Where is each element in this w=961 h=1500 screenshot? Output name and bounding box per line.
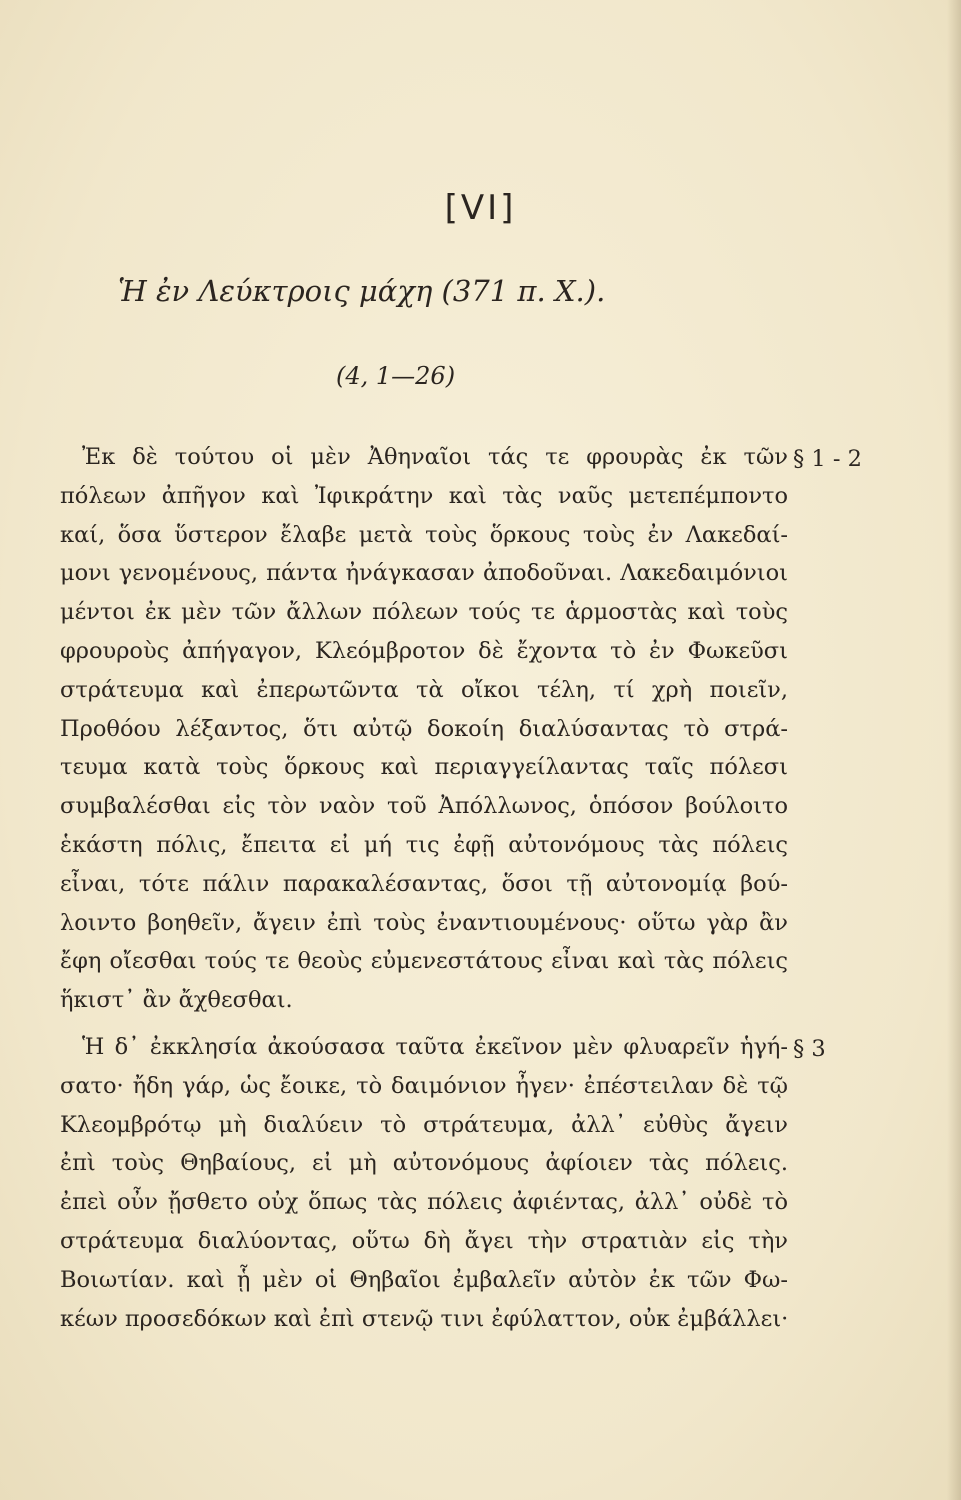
text-line: σατο· ἤδη γάρ, ὡς ἔοικε, τὸ δαιμόνιον ἦγεν· ἐπέστειλαν δὲ τῷ [60,1072,788,1099]
text-line: πόλεων ἀπῆγον καὶ Ἰφικράτην καὶ τὰς ναῦς μετεπέμποντο [60,482,788,509]
chapter-number: [VI] [444,188,517,228]
margin-section-note: § 1 - 2 [793,446,862,472]
text-line: κέων προσεδόκων καὶ ἐπὶ στενῷ τινι ἐφύλαττον, οὐκ ἐμβάλλει· [60,1305,789,1332]
text-line: ἔφη οἴεσθαι τούς τε θεοὺς εὐμενεστάτους εἶναι καὶ τὰς πόλεις [60,948,788,975]
text-line: συμβαλέσθαι εἰς τὸν ναὸν τοῦ Ἀπόλλωνος, ὁπόσον βούλοιτο [60,793,788,820]
text-line: στράτευμα διαλύοντας, οὕτω δὴ ἄγει τὴν στρατιὰν εἰς τὴν [60,1227,788,1254]
text-line: λοιντο βοηθεῖν, ἄγειν ἐπὶ τοὺς ἐναντιουμένους· οὕτω γὰρ ἂν [60,909,788,936]
paragraph [60,1028,788,1338]
text-line: μονι γενομένους, πάντα ἠνάγκασαν ἀποδοῦναι. Λακεδαιμόνιοι [60,560,788,587]
text-line: Ἐκ δὲ τούτου οἱ μὲν Ἀθηναῖοι τάς τε φρουρὰς ἐκ τῶν [82,444,788,470]
text-line: καί, ὅσα ὕστερον ἔλαβε μετὰ τοὺς ὅρκους τοὺς ἐν Λακεδαί- [60,521,788,548]
source-reference: (4, 1—26) [336,362,456,390]
text-line: Προθόου λέξαντος, ὅτι αὐτῷ δοκοίη διαλύσαντας τὸ στρά- [60,715,788,742]
text-line: Βοιωτίαν. καὶ ᾗ μὲν οἱ Θηβαῖοι ἐμβαλεῖν αὐτὸν ἐκ τῶν Φω- [60,1266,788,1293]
text-line: εἶναι, τότε πάλιν παρακαλέσαντας, ὅσοι τῇ αὐτονομίᾳ βού- [60,870,788,897]
chapter-title: Ἡ ἐν Λεύκτροις μάχη (371 π. Χ.). [118,274,606,308]
text-line: τευμα κατὰ τοὺς ὅρκους καὶ περιαγγείλαντας ταῖς πόλεσι [60,754,788,781]
margin-section-note: § 3 [793,1036,826,1062]
text-line: φρουροὺς ἀπήγαγον, Κλεόμβροτον δὲ ἔχοντα τὸ ἐν Φωκεῦσι [60,637,788,664]
text-line: ἐπεὶ οὖν ᾔσθετο οὐχ ὅπως τὰς πόλεις ἀφιέντας, ἀλλ᾽ οὐδὲ τὸ [60,1189,788,1216]
text-line: Ἡ δ᾽ ἐκκλησία ἀκούσασα ταῦτα ἐκεῖνον μὲν φλυαρεῖν ἡγή- [82,1034,788,1060]
text-line: ἐπὶ τοὺς Θηβαίους, εἰ μὴ αὐτονόμους ἀφίοιεν τὰς πόλεις. [60,1150,788,1177]
paragraph [60,438,788,1020]
text-line: μέντοι ἐκ μὲν τῶν ἄλλων πόλεων τούς τε ἁρμοστὰς καὶ τοὺς [60,599,788,626]
text-line: στράτευμα καὶ ἐπερωτῶντα τὰ οἴκοι τέλη, τί χρὴ ποιεῖν, [60,676,788,703]
text-line: ἑκάστη πόλις, ἔπειτα εἰ μή τις ἐφῇ αὐτονόμους τὰς πόλεις [60,831,788,858]
text-line: ἥκιστ᾽ ἂν ἄχθεσθαι. [60,987,293,1014]
text-line: Κλεομβρότῳ μὴ διαλύειν τὸ στράτευμα, ἀλλ᾽ εὐθὺς ἄγειν [60,1111,788,1138]
